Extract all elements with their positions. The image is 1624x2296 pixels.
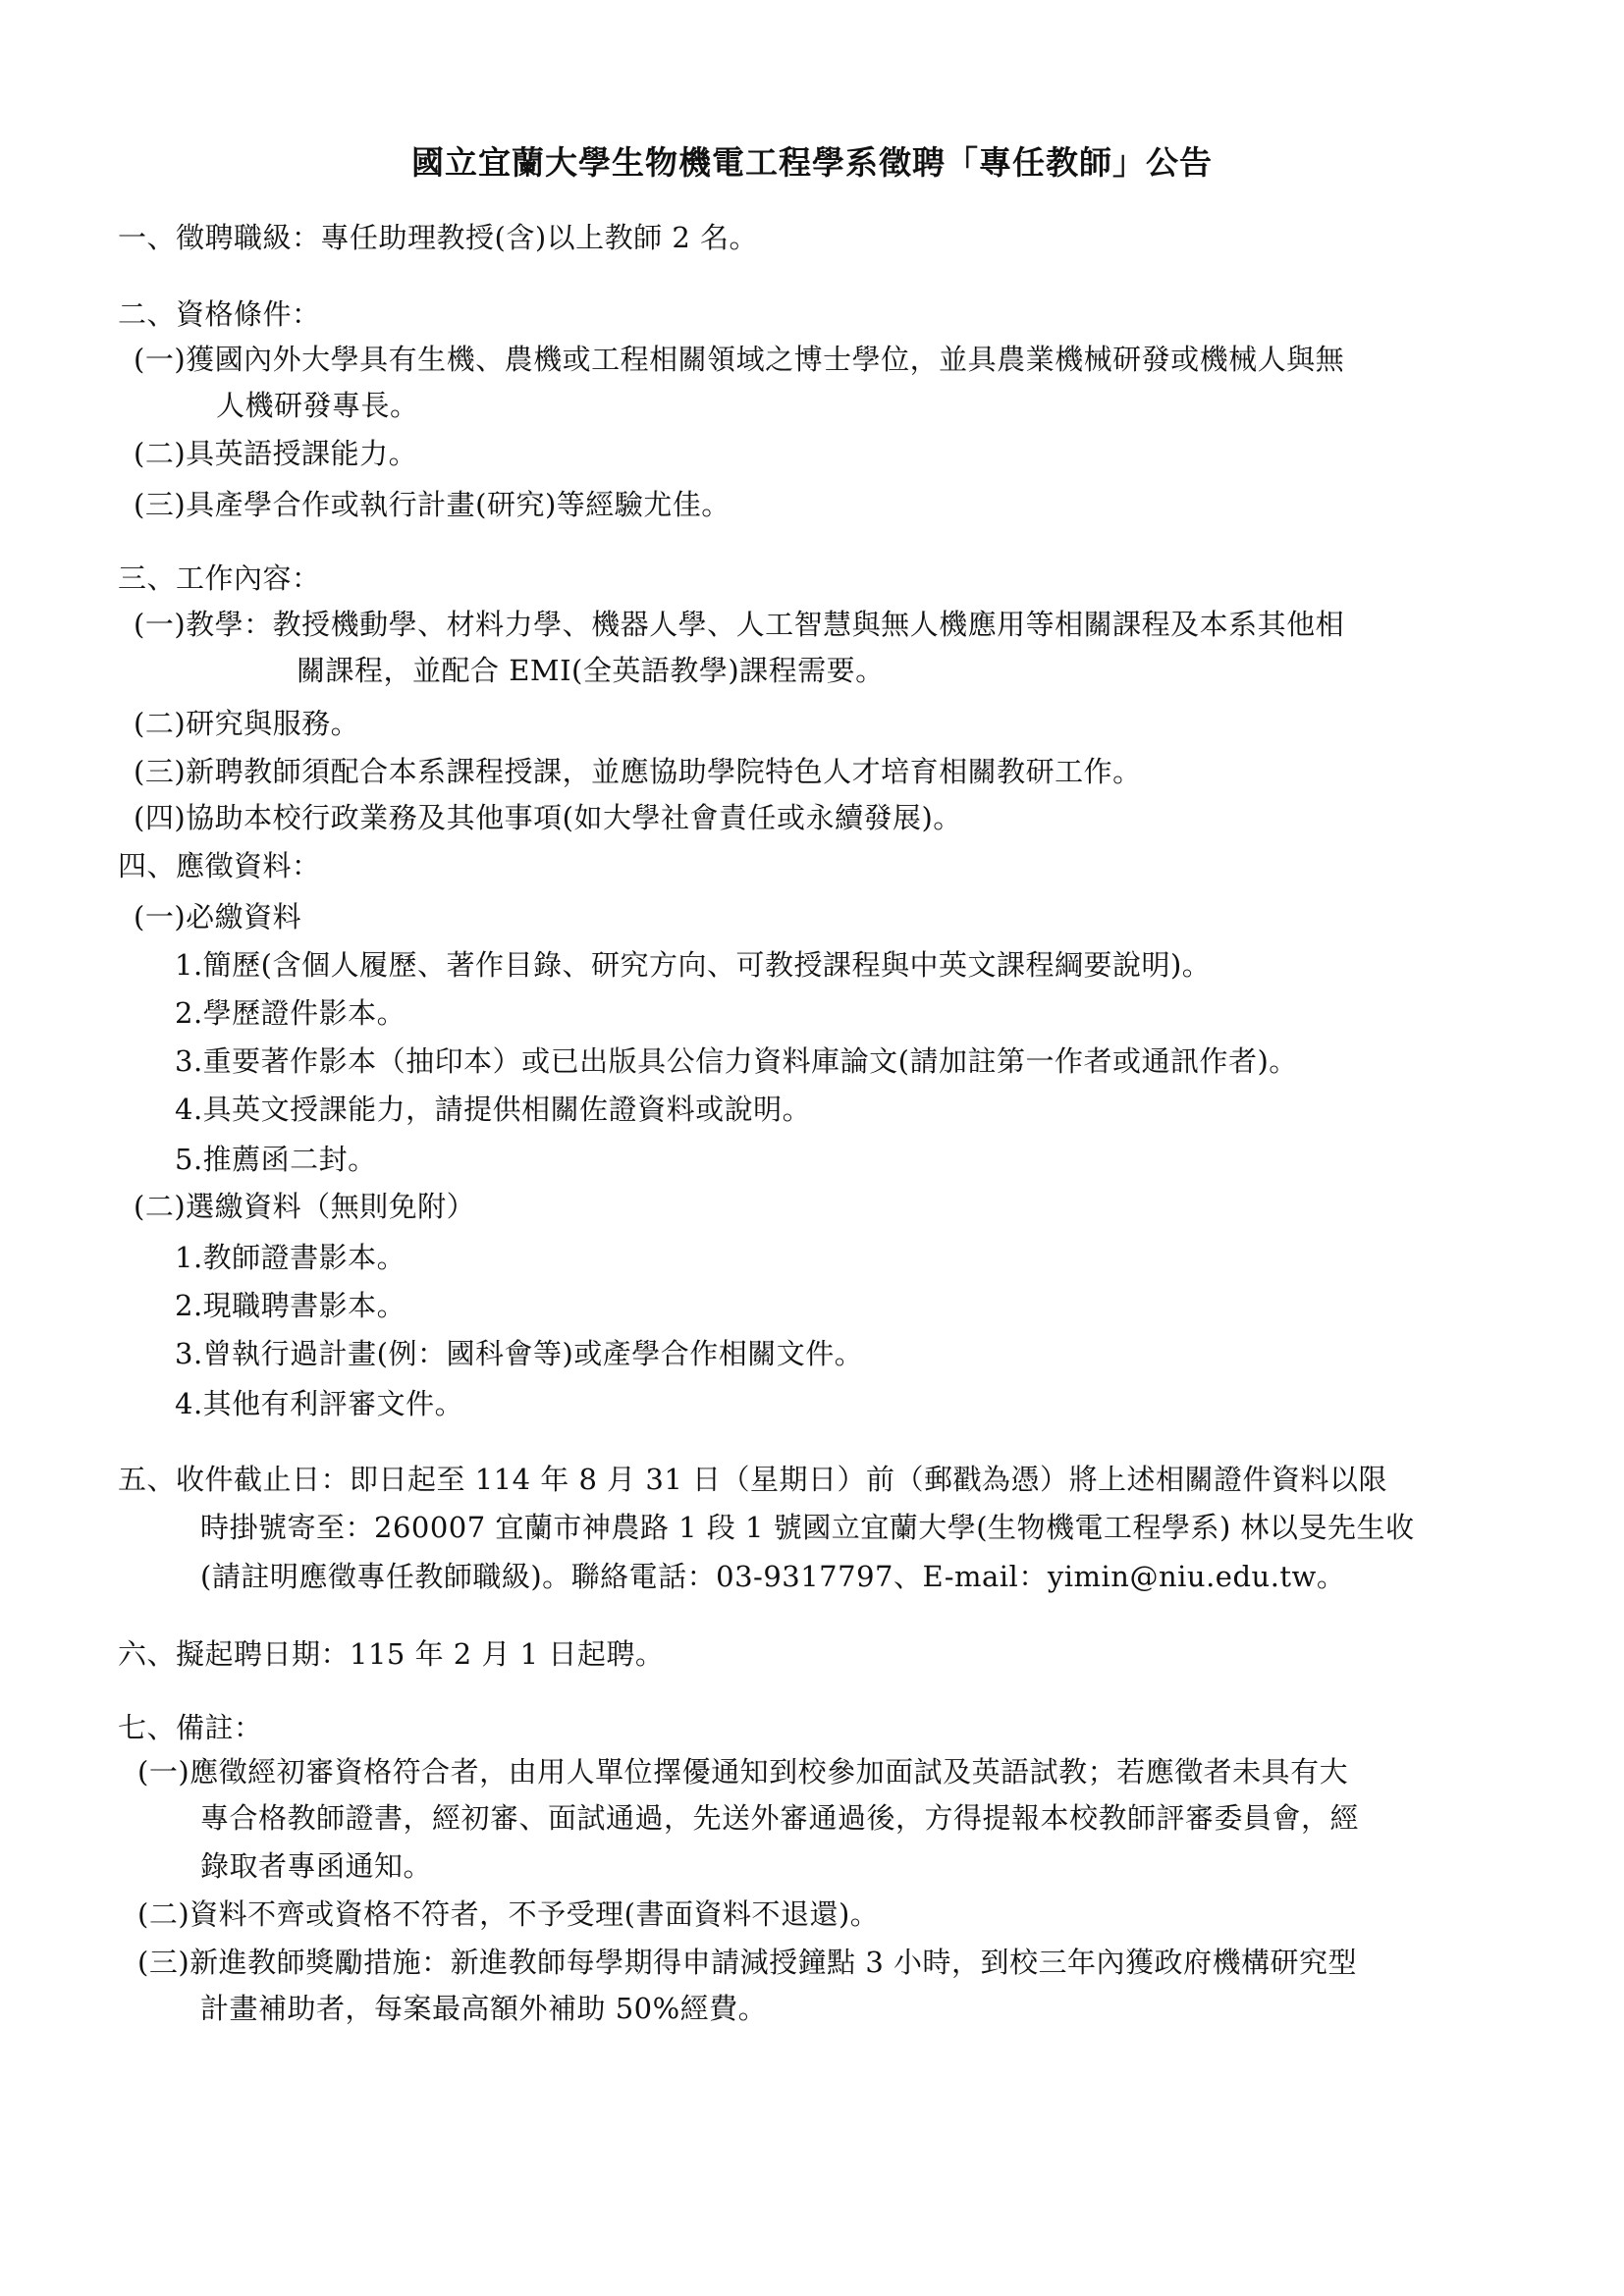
section-7-item-3-cont: 計畫補助者，每案最高額外補助 50%經費。 — [200, 1992, 768, 2025]
section-6-start-date: 六、擬起聘日期：115 年 2 月 1 日起聘。 — [118, 1637, 665, 1671]
section-7-heading: 七、備註： — [118, 1711, 263, 1744]
section-2-item-2: (二)具英語授課能力。 — [134, 437, 418, 470]
optional-doc-2: 2.現職聘書影本。 — [175, 1289, 406, 1322]
section-3-item-2: (二)研究與服務。 — [134, 707, 360, 740]
section-7-item-1: (一)應徵經初審資格符合者，由用人單位擇優通知到校參加面試及英語試教；若應徵者未具有大 — [137, 1755, 1349, 1789]
section-2-item-1: (一)獲國內外大學具有生機、農機或工程相關領域之博士學位，並具農業機械研發或機械人與無 — [134, 343, 1345, 376]
document-title: 國立宜蘭大學生物機電工程學系徵聘「專任教師」公告 — [411, 143, 1213, 182]
section-5-line-3: (請註明應徵專任教師職級)。聯絡電話：03-9317797、E-mail：yimin@niu.edu.tw。 — [200, 1560, 1346, 1593]
section-7-item-2: (二)資料不齊或資格不符者，不予受理(書面資料不退還)。 — [137, 1897, 880, 1931]
section-7-item-1-cont-1: 專合格教師證書，經初審、面試通過，先送外審通過後，方得提報本校教師評審委員會，經 — [200, 1801, 1360, 1835]
optional-doc-1: 1.教師證書影本。 — [175, 1241, 406, 1274]
section-3-heading: 三、工作內容： — [118, 561, 321, 595]
required-doc-3: 3.重要著作影本（抽印本）或已出版具公信力資料庫論文(請加註第一作者或通訊作者)。 — [175, 1044, 1298, 1078]
section-5-line-1: 五、收件截止日：即日起至 114 年 8 月 31 日（星期日）前（郵戳為憑）將上述相關證件資料以限 — [118, 1463, 1388, 1496]
section-3-item-1: (一)教學：教授機動學、材料力學、機器人學、人工智慧與無人機應用等相關課程及本系其他相 — [134, 608, 1345, 641]
section-3-item-4: (四)協助本校行政業務及其他事項(如大學社會責任或永續發展)。 — [134, 801, 962, 834]
section-7-item-3: (三)新進教師獎勵措施：新進教師每學期得申請減授鐘點 3 小時，到校三年內獲政府機構研究型 — [137, 1946, 1358, 1979]
required-doc-5: 5.推薦函二封。 — [175, 1143, 377, 1176]
required-docs-heading: (一)必繳資料 — [134, 900, 302, 934]
optional-doc-3: 3.曾執行過計畫(例：國科會等)或產學合作相關文件。 — [175, 1337, 864, 1370]
section-2-item-1-cont: 人機研發專長。 — [216, 389, 419, 422]
required-doc-4: 4.具英文授課能力，請提供相關佐證資料或說明。 — [175, 1093, 812, 1126]
section-1-rank: 一、徵聘職級：專任助理教授(含)以上教師 2 名。 — [118, 221, 759, 254]
section-3-item-3: (三)新聘教師須配合本系課程授課，並應協助學院特色人才培育相關教研工作。 — [134, 755, 1142, 788]
required-doc-1: 1.簡歷(含個人履歷、著作目錄、研究方向、可教授課程與中英文課程綱要說明)。 — [175, 948, 1212, 982]
section-2-item-3: (三)具產學合作或執行計畫(研究)等經驗尤佳。 — [134, 488, 731, 521]
required-doc-2: 2.學歷證件影本。 — [175, 996, 406, 1030]
optional-docs-heading: (二)選繳資料（無則免附） — [134, 1190, 476, 1223]
section-7-item-1-cont-2: 錄取者專函通知。 — [200, 1849, 433, 1883]
optional-doc-4: 4.其他有利評審文件。 — [175, 1387, 464, 1420]
section-4-heading: 四、應徵資料： — [118, 849, 321, 882]
section-2-heading: 二、資格條件： — [118, 297, 321, 331]
section-5-line-2: 時掛號寄至：260007 宜蘭市神農路 1 段 1 號國立宜蘭大學(生物機電工程學系) 林以旻先生收 — [200, 1511, 1415, 1544]
section-3-item-1-cont: 關課程，並配合 EMI(全英語教學)課程需要。 — [297, 654, 885, 687]
